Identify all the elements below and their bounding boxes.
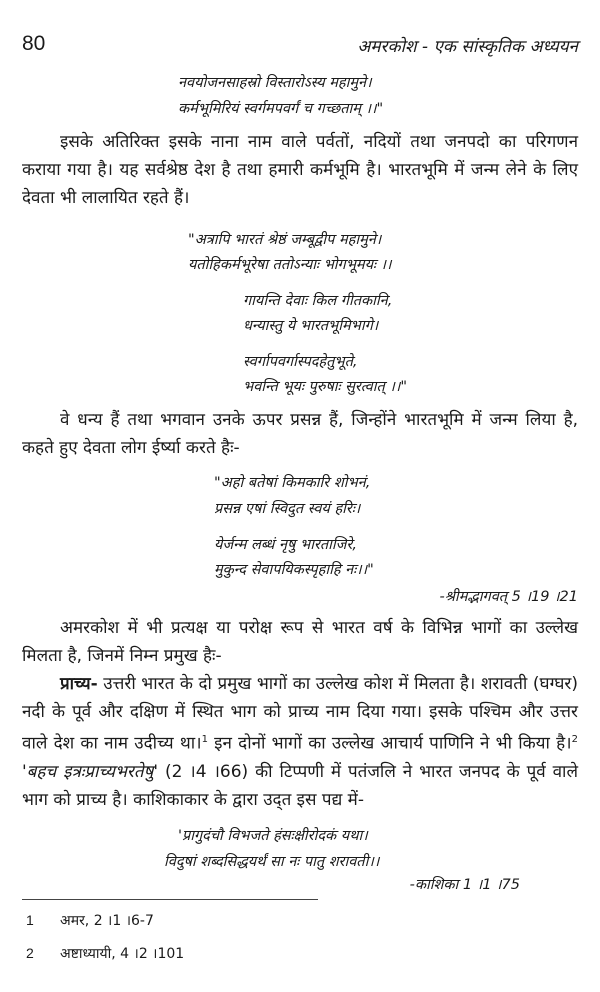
- paragraph-1-text: इसके अतिरिक्त इसके नाना नाम वाले पर्वतों, नदियों तथा जनपदो का परिगणन कराया गया है। यह सर्वश्रेष्ठ देश है तथा हमारी कर्मभूमि है। भारतभूमि में जन्म लेने के लिए देवता भी लालायित रहते हैं।: [22, 132, 578, 208]
- verse4-line1: 'प्रागुदंचौ विभजते हंसःक्षीरोदकं यथा।: [178, 828, 368, 844]
- paragraph-2-text: वे धन्य हैं तथा भगवान उनके ऊपर प्रसन्न हैं, जिन्होंने भारतभूमि में जन्म लिया है, कहते हुए देवता लोग ईर्ष्या करते हैः-: [22, 410, 578, 458]
- term-prachya: प्राच्य-: [60, 674, 98, 694]
- footnote-2-text: अष्टाध्यायी, 4 ।2 ।101: [60, 946, 185, 962]
- verse2-line3: गायन्ति देवाः किल गीतकानि,: [243, 293, 393, 309]
- footnote-divider: [22, 899, 318, 900]
- footnote-1: [26, 911, 154, 930]
- verse1-line2: कर्मभूमिरियं स्वर्गमपवर्गं च गच्छताम् ।।": [178, 101, 384, 117]
- paragraph-2: [22, 406, 578, 462]
- footnote-1-number: 1: [26, 912, 34, 928]
- page-header: [22, 32, 578, 62]
- verse2-line1: "अत्रापि भारतं श्रेष्ठं जम्बूद्वीप महामुने।: [188, 232, 382, 248]
- verse3-line3: येर्जन्म लब्धं नृषु भारताजिरे,: [214, 537, 357, 553]
- paragraph-1: [22, 128, 578, 212]
- footnote-ref-2[interactable]: 2: [571, 734, 578, 745]
- paragraph-3-text: अमरकोश में भी प्रत्यक्ष या परोक्ष रूप से भारत वर्ष के विभिन्न भागों का उल्लेख मिलता है, जिनमें निम्न प्रमुख हैः-: [22, 618, 578, 666]
- verse1-line1: नवयोजनसाहस्रो विस्तारोऽस्य महामुने।: [178, 75, 372, 91]
- paragraph-4: [22, 670, 578, 814]
- verse3-line2: प्रसन्न एषां स्विदुत स्वयं हरिः।: [214, 501, 361, 517]
- verse2-line6: भवन्ति भूयः पुरुषाः सुरत्वात् ।।": [243, 379, 408, 395]
- footnote-ref-1[interactable]: 1: [201, 734, 208, 745]
- paragraph-4-text-c: (2 ।4 ।66) की टिप्पणी में पतंजलि ने भारत जनपद के पूर्व वाले भाग को प्राच्य है। काशिकाकार के द्वारा उद्‌त इस पद्य में-: [22, 761, 578, 810]
- paragraph-4-text-a: उत्तरी भारत के दो प्रमुख भागों का उल्लेख कोश में मिलता है। शरावती (घग्घर) नदी के पूर्व और दक्षिण में स्थित भाग को प्राच्य नाम दिया गया। इसके पश्चिम और उत्तर वाले देश का नाम उदीच्य था।: [22, 674, 578, 754]
- footnote-2-number: 2: [26, 945, 34, 961]
- verse3-line1: "अहो बतेषां किमकारि शोभनं,: [214, 475, 371, 491]
- paragraph-3: [22, 614, 578, 670]
- verse3-source: -श्रीमद्भागवत् 5 ।19 ।21: [439, 589, 578, 605]
- verse4-source: -काशिका 1 ।1 ।75: [409, 877, 520, 893]
- verse2-line4: धन्यास्तु ये भारतभूमिभागे।: [243, 318, 379, 334]
- running-title: अमरकोश - एक सांस्कृतिक अध्ययन: [357, 37, 578, 57]
- page-number: 80: [22, 32, 46, 55]
- paragraph-4-quote: 'बहच इत्रःप्राच्यभरतेषु': [22, 761, 159, 782]
- footnote-1-text: अमर, 2 ।1 ।6-7: [60, 913, 154, 929]
- verse2-line5: स्वर्गापवर्गास्पदहेतुभूते,: [243, 354, 358, 370]
- verse4-line2: विदुषां शब्दसिद्धयर्थं सा नः पातु शरावती।।: [164, 854, 380, 870]
- verse3-line4: मुकुन्द सेवापयिकस्पृहाहि नः।।": [214, 562, 374, 578]
- verse2-line2: यतोहिकर्मभूरेषा ततोऽन्याः भोगभूमयः ।।: [188, 257, 392, 273]
- paragraph-4-text-b: इन दोनों भागों का उल्लेख आचार्य पाणिनि ने भी किया है।: [207, 733, 572, 754]
- footnote-2: [26, 944, 184, 963]
